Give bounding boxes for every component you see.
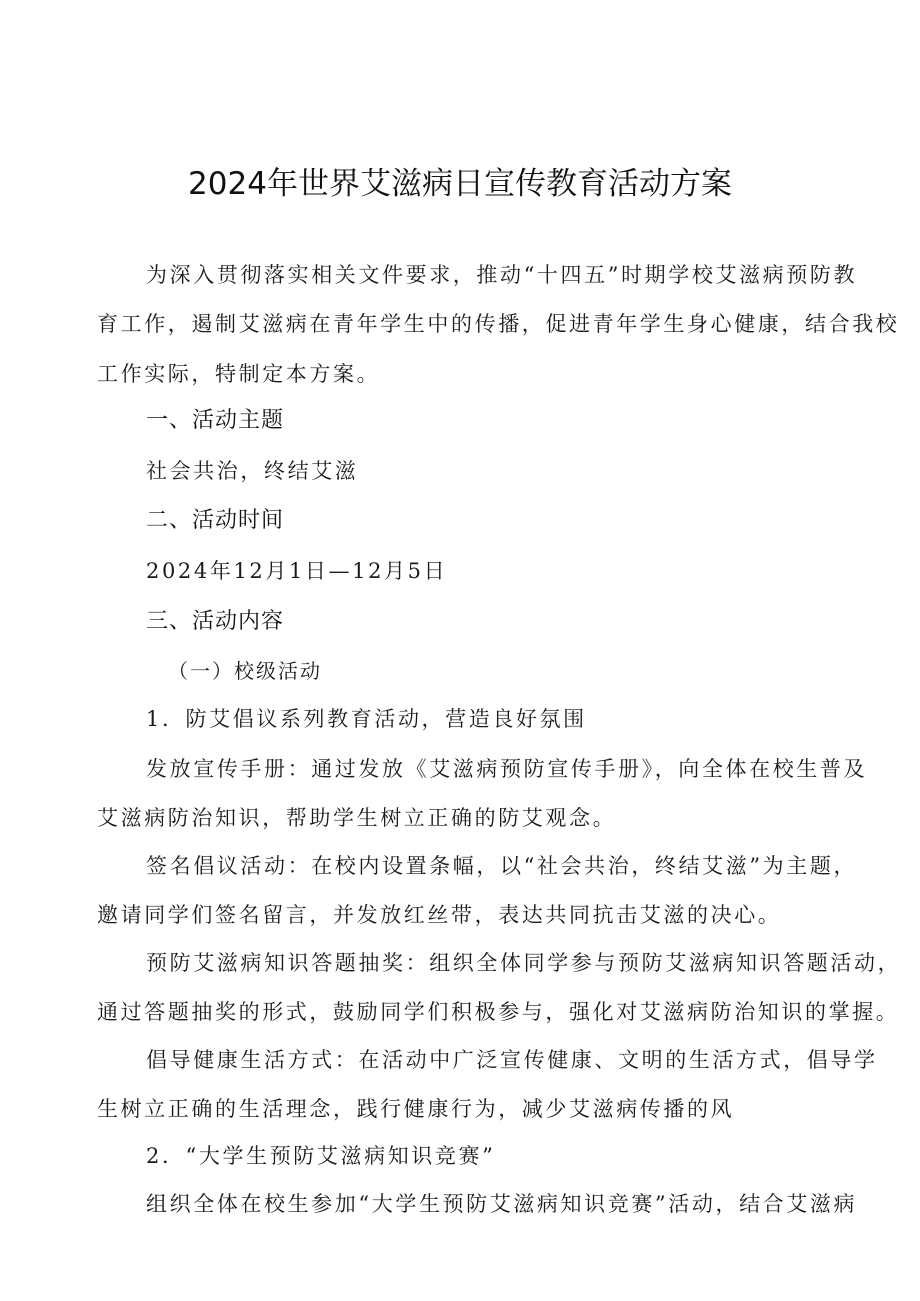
document-title: 2024年世界艾滋病日宣传教育活动方案 [188,166,732,202]
paragraph-3-line-1: 预防艾滋病知识答题抽奖：组织全体同学参与预防艾滋病知识答题活动， [146,951,902,975]
paragraph-2-line-2: 邀请同学们签名留言，并发放红丝带，表达共同抗击艾滋的决心。 [97,903,782,927]
subsection-1-heading: （一）校级活动 [168,659,322,683]
paragraph-1-line-1: 发放宣传手册：通过发放《艾滋病预防宣传手册》，向全体在校生普及 [146,757,868,781]
section-1-text: 社会共治，终结艾滋 [146,459,359,483]
item-2-heading: 2．“大学生预防艾滋病知识竞赛” [146,1144,496,1168]
section-3-heading: 三、活动内容 [146,609,285,634]
paragraph-1-line-2: 艾滋病防治知识，帮助学生树立正确的防艾观念。 [97,806,617,830]
paragraph-2-line-1: 签名倡议活动：在校内设置条幅，以“社会共治，终结艾滋”为主题， [146,854,858,878]
paragraph-4-line-1: 倡导健康生活方式：在活动中广泛宣传健康、文明的生活方式，倡导学 [146,1048,878,1072]
item-1-heading: 1．防艾倡议系列教育活动，营造良好氛围 [146,707,587,731]
paragraph-5-line-1: 组织全体在校生参加“大学生预防艾滋病知识竞赛”活动，结合艾滋病 [146,1192,858,1216]
section-1-heading: 一、活动主题 [146,408,285,433]
section-2-heading: 二、活动时间 [146,508,285,533]
intro-line-3: 工作实际，特制定本方案。 [97,362,381,386]
paragraph-4-line-2: 生树立正确的生活理念，践行健康行为，减少艾滋病传播的风 [97,1097,735,1121]
section-2-text: 2024年12月1日—12月5日 [146,559,448,583]
intro-line-2: 育工作，遏制艾滋病在青年学生中的传播，促进青年学生身心健康，结合我校 [97,312,900,336]
paragraph-3-line-2: 通过答题抽奖的形式，鼓励同学们积极参与，强化对艾滋病防治知识的掌握。 [97,1000,900,1024]
intro-line-1: 为深入贯彻落实相关文件要求，推动“十四五”时期学校艾滋病预防教 [146,263,858,287]
